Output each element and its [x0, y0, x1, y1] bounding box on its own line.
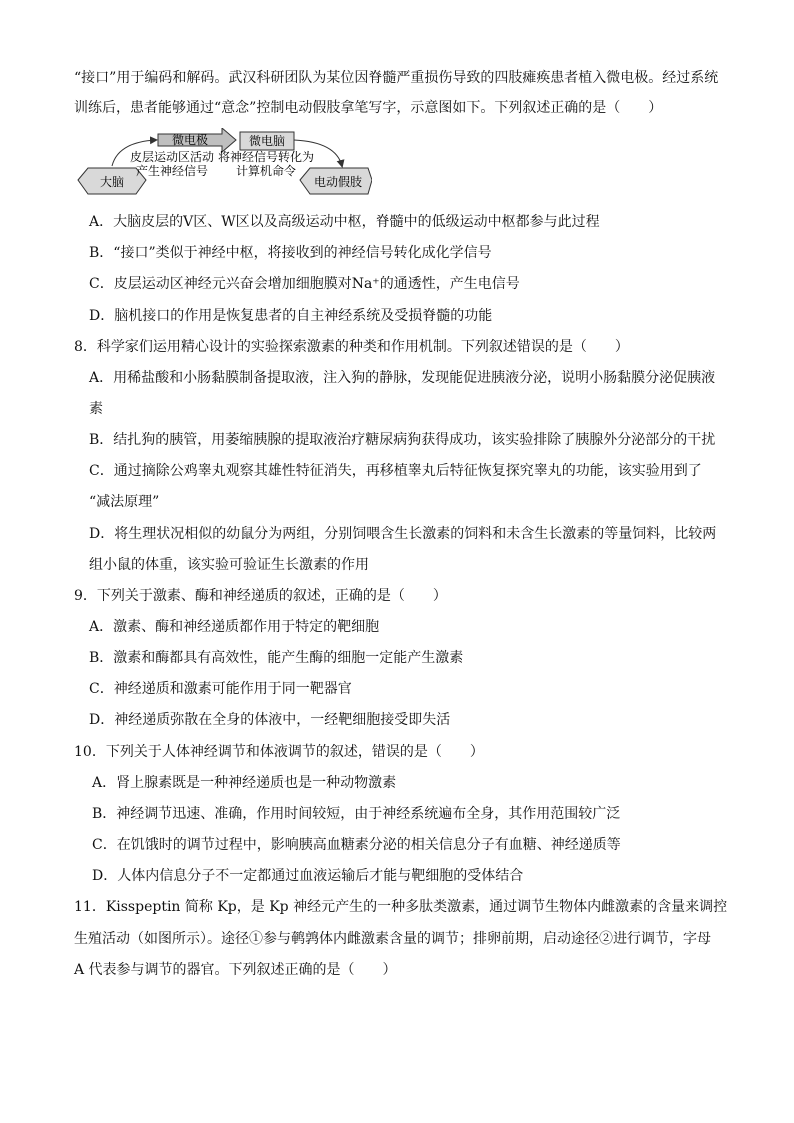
q8-option-c-line-2: “减法原理” — [89, 494, 160, 510]
q7-option-a: A．大脑皮层的V区、W区以及高级运动中枢，脊髓中的低级运动中枢都参与此过程 — [89, 214, 600, 230]
q8-option-c-line-1: C．通过摘除公鸡睾丸观察其雄性特征消失，再移植睾丸后特征恢复探究睾丸的功能，该实验用到了 — [89, 463, 702, 479]
q8-option-a-line-2: 素 — [89, 401, 103, 417]
q8-option-a-line-1: A．用稀盐酸和小肠黏膜制备提取液，注入狗的静脉，发现能促进胰液分泌，说明小肠黏膜分泌促胰液 — [89, 370, 716, 386]
q8-option-d-line-1: D．将生理状况相似的幼鼠分为两组，分别饲喂含生长激素的饲料和未含生长激素的等量饲料，比较两 — [89, 526, 717, 542]
q10-option-d: D．人体内信息分子不一定都通过血液运输后才能与靶细胞的受体结合 — [92, 868, 524, 884]
q9-option-b: B．激素和酶都具有高效性，能产生酶的细胞一定能产生激素 — [89, 650, 464, 666]
q10-option-a: A．肾上腺素既是一种神经递质也是一种动物激素 — [92, 775, 397, 791]
q7-diagram — [72, 128, 372, 208]
microcomputer-label: 微电脑 — [248, 134, 286, 148]
q7-option-d: D．脑机接口的作用是恢复患者的自主神经系统及受损脊髓的功能 — [89, 308, 493, 324]
q9-option-a: A．激素、酶和神经递质都作用于特定的靶细胞 — [89, 619, 380, 635]
q8-option-b: B．结扎狗的胰管，用萎缩胰腺的提取液治疗糖尿病狗获得成功，该实验排除了胰腺外分泌部分的干扰 — [89, 432, 716, 448]
q10-option-c: C．在饥饿时的调节过程中，影响胰高血糖素分泌的相关信息分子有血糖、神经递质等 — [92, 837, 621, 853]
q9-option-d: D．神经递质弥散在全身的体液中，一经靶细胞接受即失活 — [89, 712, 451, 728]
q8-stem: 8．科学家们运用精心设计的实验探索激素的种类和作用机制。下列叙述错误的是（ ） — [74, 339, 629, 355]
q7-stem-line-1: “接口”用于编码和解码。武汉科研团队为某位因脊髓严重损伤导致的四肢瘫痪患者植入微电极。经过系统 — [74, 70, 719, 86]
q11-stem-line-2: 生殖活动（如图所示）。途径①参与鹌鹑体内雌激素含量的调节；排卵前期，启动途径②进行调节，字母 — [74, 931, 711, 947]
right-note-line-2: 计算机命令 — [235, 164, 297, 178]
q9-stem: 9．下列关于激素、酶和神经递质的叙述，正确的是（ ） — [74, 588, 447, 604]
left-note-line-2: 产生神经信号 — [135, 164, 209, 178]
q7-option-b: B．“接口”类似于神经中枢，将接收到的神经信号转化成化学信号 — [89, 245, 492, 261]
q8-option-d-line-2: 组小鼠的体重，该实验可验证生长激素的作用 — [89, 557, 369, 573]
q7-stem-line-2: 训练后，患者能够通过“意念”控制电动假肢拿笔写字，示意图如下。下列叙述正确的是（ ） — [74, 100, 663, 116]
q7-option-c: C．皮层运动区神经元兴奋会增加细胞膜对Na⁺的通透性，产生电信号 — [89, 276, 520, 292]
q10-stem: 10．下列关于人体神经调节和体液调节的叙述，错误的是（ ） — [74, 744, 484, 760]
q11-stem-line-1: 11．Kisspeptin 简称 Kp，是 Kp 神经元产生的一种多肽类激素，通过调节生物体内雌激素的含量来调控 — [74, 899, 728, 915]
left-note-line-1: 皮层运动区活动 — [129, 150, 215, 164]
q9-option-c: C．神经递质和激素可能作用于同一靶器官 — [89, 681, 352, 697]
right-note-line-1: 将神经信号转化为 — [217, 150, 315, 164]
q11-stem-line-3: A 代表参与调节的器官。下列叙述正确的是（ ） — [74, 962, 397, 978]
microelectrode-label: 微电极 — [171, 133, 209, 147]
prosthetic-label: 电动假肢 — [313, 175, 363, 189]
brain-label: 大脑 — [99, 175, 125, 189]
q10-option-b: B．神经调节迅速、准确，作用时间较短，由于神经系统遍布全身，其作用范围较广泛 — [92, 806, 621, 822]
